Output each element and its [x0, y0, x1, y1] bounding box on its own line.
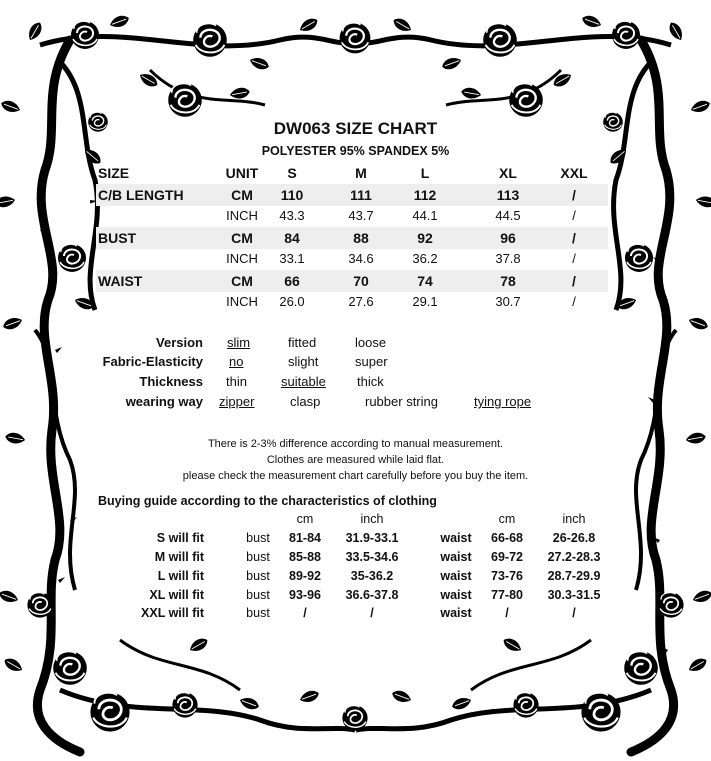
fit-size-label: L will fit [157, 569, 204, 583]
note-line-3: please check the measurement chart carefully before you buy the item. [182, 470, 529, 482]
waist-label: waist [440, 550, 472, 564]
bust-cm-range: 85-88 [289, 550, 321, 564]
bust-label: bust [246, 550, 270, 564]
size-header-l: L [420, 165, 430, 181]
attribute-option: slight [288, 354, 319, 369]
waist-label: waist [440, 569, 472, 583]
value-cell: 96 [500, 229, 516, 246]
unit-cell: CM [231, 229, 253, 246]
size-table-row [96, 291, 608, 313]
value-cell: 78 [500, 272, 516, 289]
bust-label: bust [246, 588, 270, 602]
size-header-size: SIZE [98, 165, 130, 181]
guide-unit-header: cm [296, 512, 314, 526]
waist-label: waist [440, 588, 472, 602]
waist-cm-range: 73-76 [491, 569, 523, 583]
guide-unit-header: inch [562, 512, 586, 526]
bust-label: bust [246, 606, 270, 620]
value-cell: 36.2 [412, 251, 438, 266]
waist-inch-range: 26-26.8 [552, 531, 596, 545]
attribute-option: thick [357, 374, 384, 389]
waist-inch-range: / [572, 606, 576, 620]
value-cell: 34.6 [348, 251, 374, 266]
size-header-m: M [355, 165, 367, 181]
size-table-row [96, 205, 608, 227]
value-cell: 29.1 [412, 294, 438, 309]
value-cell: 66 [284, 272, 300, 289]
attribute-label: Fabric-Elasticity [102, 354, 203, 369]
unit-cell: CM [231, 272, 253, 289]
size-table-row [96, 270, 608, 292]
measurement-label: C/B LENGTH [98, 186, 184, 203]
measurement-label: BUST [98, 229, 137, 246]
attribute-option: tying rope [474, 394, 532, 409]
fit-size-label: XXL will fit [141, 606, 204, 620]
attribute-option: no [229, 354, 244, 369]
waist-inch-range: 27.2-28.3 [547, 550, 601, 564]
value-cell: 27.6 [348, 294, 374, 309]
attribute-label: Version [156, 335, 203, 350]
value-cell: 111 [350, 186, 372, 203]
guide-unit-header: inch [360, 512, 384, 526]
bust-cm-range: / [303, 606, 307, 620]
attribute-option: suitable [281, 374, 326, 389]
value-cell: 26.0 [279, 294, 305, 309]
attribute-label: Thickness [139, 374, 203, 389]
waist-cm-range: 69-72 [491, 550, 523, 564]
bust-label: bust [246, 569, 270, 583]
note-line-2: Clothes are measured while laid flat. [266, 454, 445, 466]
bust-inch-range: 31.9-33.1 [345, 531, 399, 545]
value-cell: 110 [280, 186, 304, 203]
bust-label: bust [246, 531, 270, 545]
waist-cm-range: / [505, 606, 509, 620]
value-cell: 70 [353, 272, 369, 289]
waist-inch-range: 28.7-29.9 [547, 569, 601, 583]
material-composition: POLYESTER 95% SPANDEX 5% [261, 144, 450, 158]
bust-cm-range: 93-96 [289, 588, 321, 602]
size-header-s: S [287, 165, 297, 181]
note-line-1: There is 2-3% difference according to manual measurement. [207, 438, 504, 450]
attribute-option: thin [226, 374, 247, 389]
waist-label: waist [440, 531, 472, 545]
bust-inch-range: 35-36.2 [350, 569, 394, 583]
value-cell: / [572, 208, 576, 223]
unit-cell: INCH [226, 251, 258, 266]
attribute-option: slim [227, 335, 251, 350]
unit-cell: INCH [226, 208, 258, 223]
attribute-option: zipper [219, 394, 255, 409]
attribute-option: fitted [288, 335, 317, 350]
size-header-unit: UNIT [225, 165, 259, 181]
bust-inch-range: / [370, 606, 374, 620]
value-cell: 84 [284, 229, 300, 246]
value-cell: 74 [417, 272, 433, 289]
waist-cm-range: 77-80 [491, 588, 523, 602]
attribute-option: loose [355, 335, 387, 350]
size-header-xxl: XXL [560, 165, 588, 181]
size-table-row [96, 227, 608, 249]
value-cell: 44.5 [495, 208, 521, 223]
measurement-label: WAIST [98, 272, 143, 289]
value-cell: / [572, 294, 576, 309]
chart-title: DW063 SIZE CHART [273, 119, 438, 138]
value-cell: / [572, 272, 576, 289]
value-cell: 113 [496, 186, 520, 203]
waist-label: waist [440, 606, 472, 620]
size-table-row [96, 248, 608, 270]
value-cell: 44.1 [412, 208, 438, 223]
fit-size-label: M will fit [154, 550, 204, 564]
unit-cell: CM [231, 186, 253, 203]
value-cell: 43.7 [348, 208, 374, 223]
bust-inch-range: 36.6-37.8 [345, 588, 399, 602]
value-cell: 112 [413, 186, 437, 203]
fit-size-label: S will fit [156, 531, 204, 545]
value-cell: 30.7 [495, 294, 521, 309]
attribute-option: clasp [290, 394, 321, 409]
bust-cm-range: 89-92 [289, 569, 321, 583]
size-table-header [96, 162, 608, 184]
value-cell: 88 [353, 229, 369, 246]
buying-guide-title: Buying guide according to the characteristics of clothing [98, 494, 437, 508]
attribute-option: super [355, 354, 388, 369]
value-cell: / [572, 186, 576, 203]
value-cell: / [572, 251, 576, 266]
bust-inch-range: 33.5-34.6 [345, 550, 399, 564]
size-header-xl: XL [499, 165, 517, 181]
guide-unit-header: cm [498, 512, 516, 526]
bust-cm-range: 81-84 [289, 531, 321, 545]
size-table-row [96, 184, 608, 206]
waist-inch-range: 30.3-31.5 [547, 588, 601, 602]
value-cell: 33.1 [279, 251, 305, 266]
attribute-label: wearing way [125, 394, 203, 409]
fit-size-label: XL will fit [149, 588, 204, 602]
waist-cm-range: 66-68 [491, 531, 523, 545]
unit-cell: INCH [226, 294, 258, 309]
value-cell: 37.8 [495, 251, 521, 266]
attribute-option: rubber string [365, 394, 438, 409]
value-cell: 92 [417, 229, 433, 246]
value-cell: / [572, 229, 576, 246]
value-cell: 43.3 [279, 208, 305, 223]
